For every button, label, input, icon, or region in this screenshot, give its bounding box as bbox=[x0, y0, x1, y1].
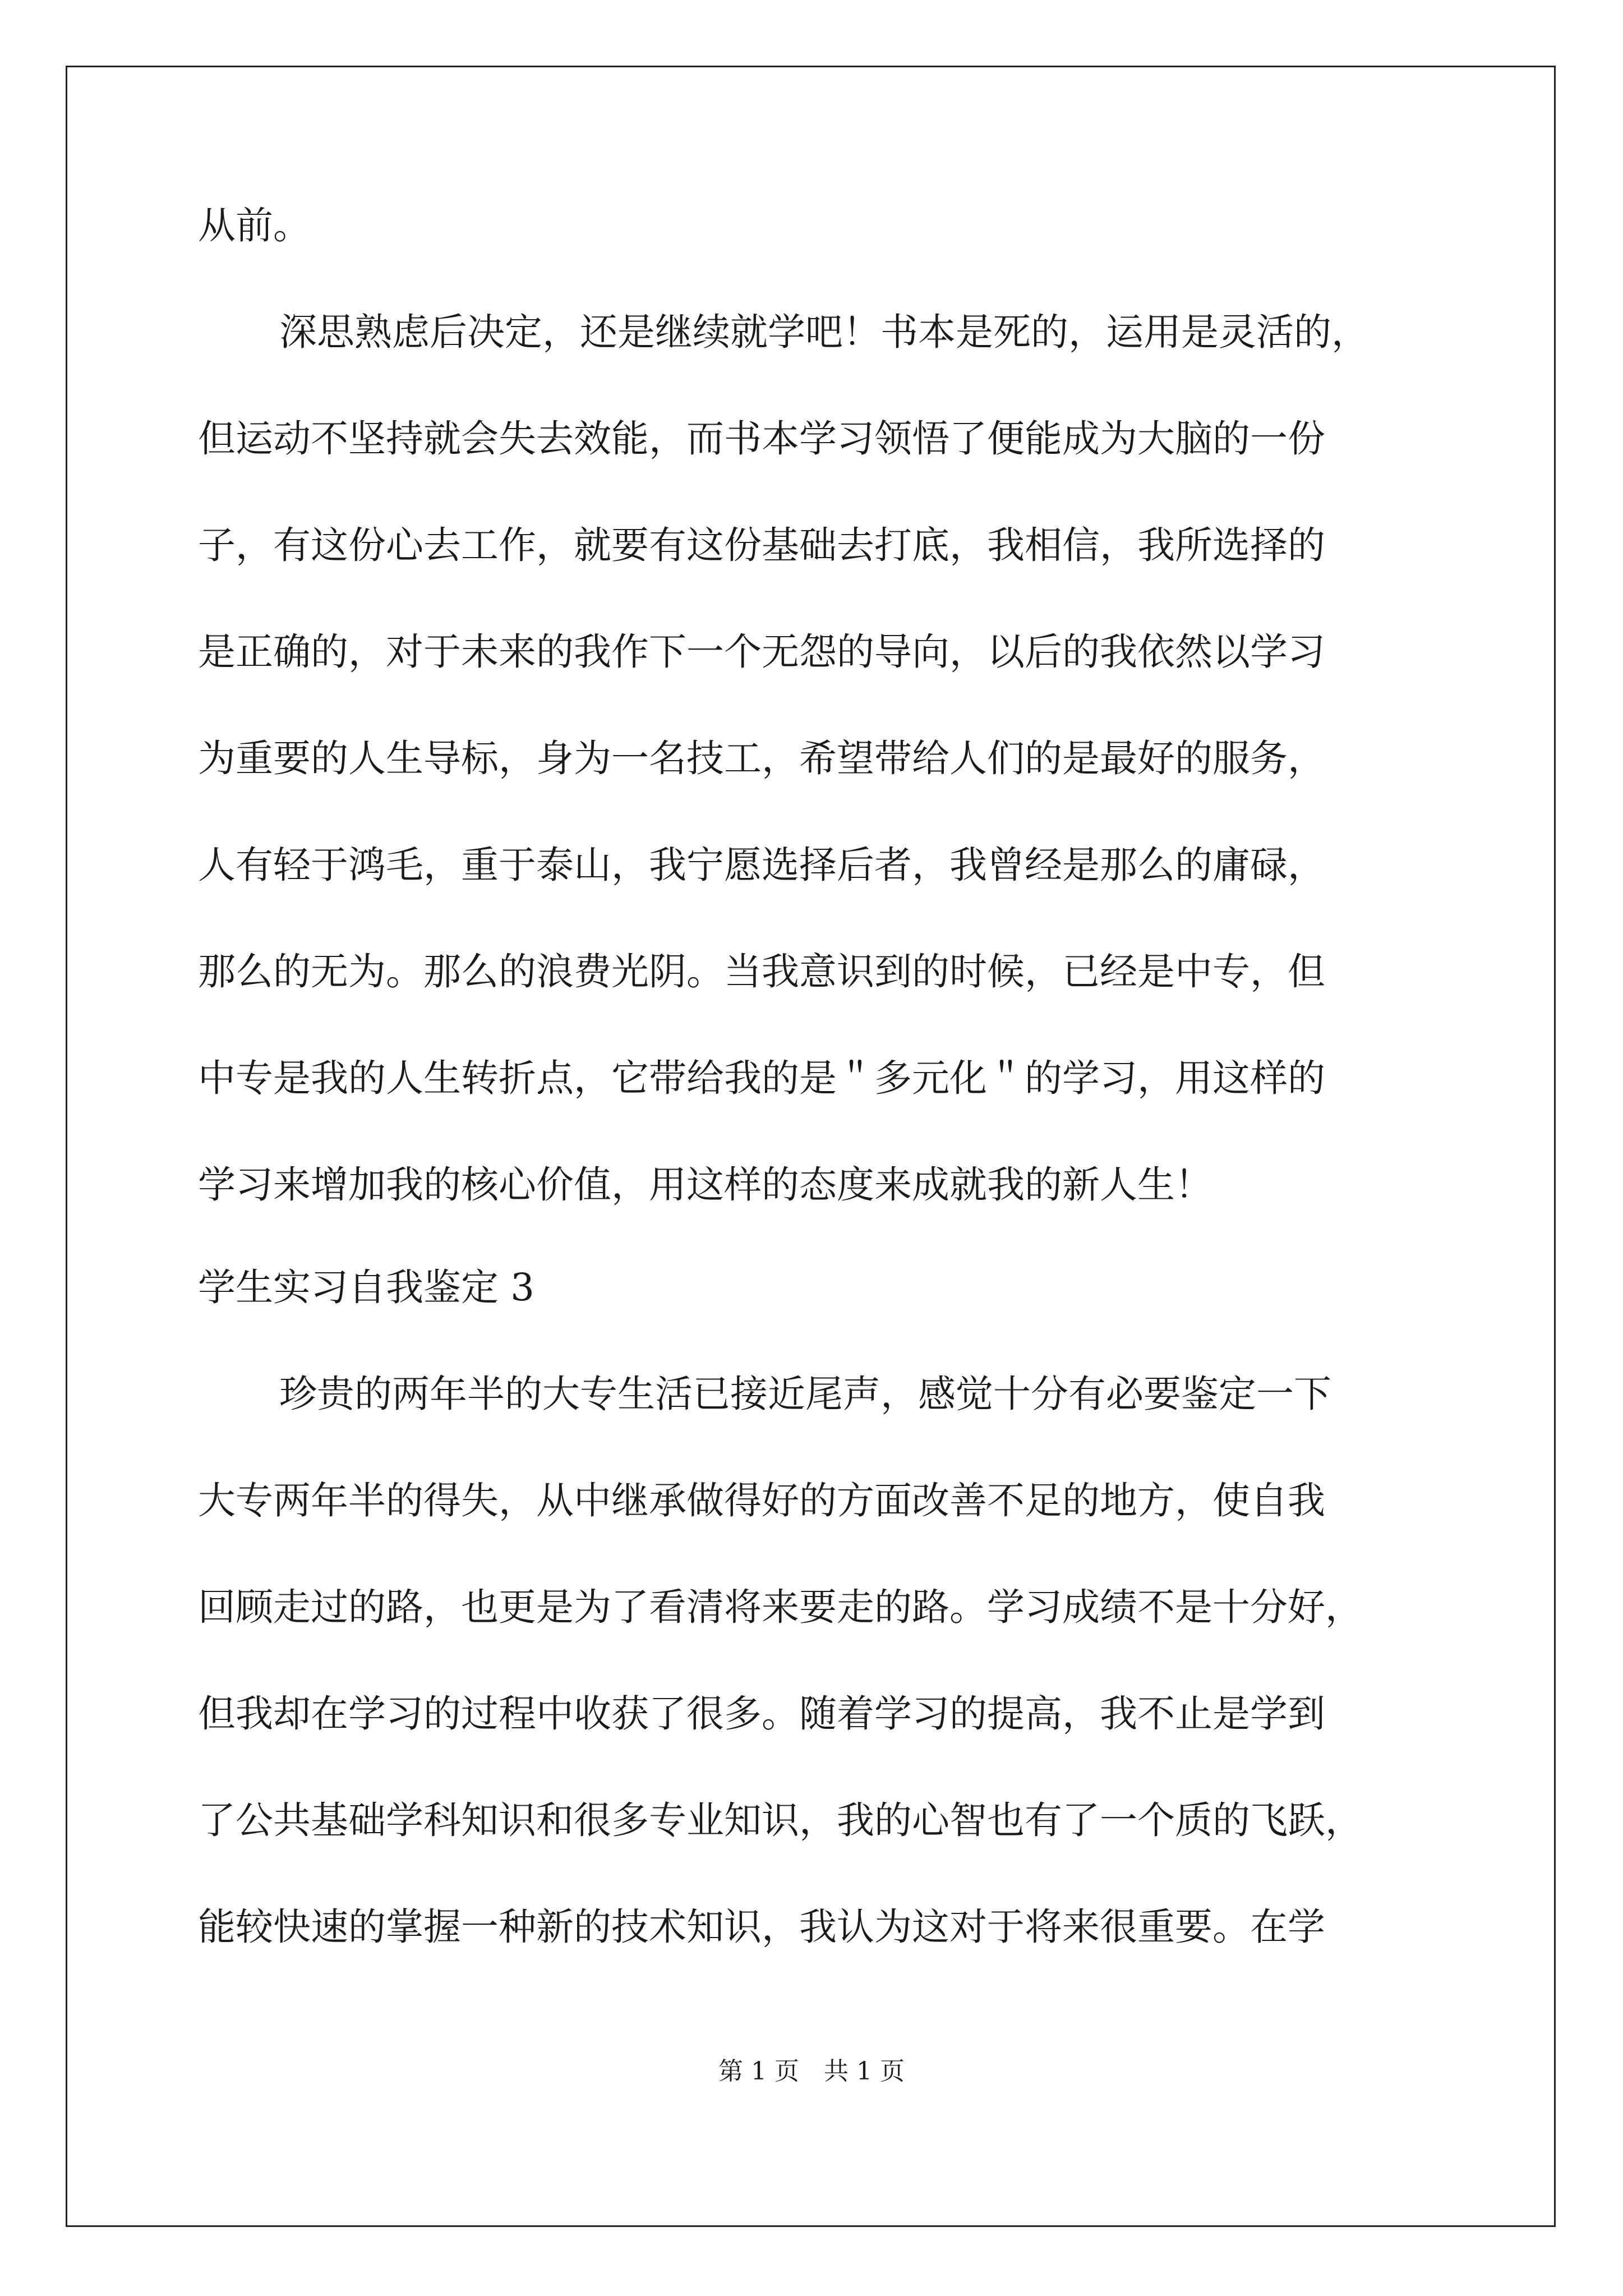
text-line: 是正确的，对于未来的我作下一个无怨的导向，以后的我依然以学习 bbox=[198, 630, 1325, 674]
text-line: 珍贵的两年半的大专生活已接近尾声，感觉十分有必要鉴定一下 bbox=[279, 1372, 1331, 1416]
text-line: 学习来增加我的核心价值，用这样的态度来成就我的新人生！ bbox=[198, 1163, 1212, 1207]
text-line: 人有轻于鸿毛，重于泰山，我宁愿选择后者，我曾经是那么的庸碌， bbox=[198, 843, 1325, 887]
text-line: 但运动不坚持就会失去效能，而书本学习领悟了便能成为大脑的一份 bbox=[198, 417, 1325, 461]
text-line: 能较快速的掌握一种新的技术知识，我认为这对于将来很重要。在学 bbox=[198, 1905, 1325, 1949]
text-line: 子，有这份心去工作，就要有这份基础去打底，我相信，我所选择的 bbox=[198, 523, 1325, 567]
text-line: 那么的无为。那么的浪费光阴。当我意识到的时候，已经是中专，但 bbox=[198, 950, 1325, 993]
text-line: 为重要的人生导标，身为一名技工，希望带给人们的是最好的服务， bbox=[198, 737, 1325, 780]
section-heading: 学生实习自我鉴定 3 bbox=[198, 1266, 534, 1309]
text-line: 从前。 bbox=[198, 204, 311, 247]
text-line: 中专是我的人生转折点，它带给我的是＂多元化＂的学习，用这样的 bbox=[198, 1056, 1325, 1100]
text-line: 回顾走过的路，也更是为了看清将来要走的路。学习成绩不是十分好， bbox=[198, 1585, 1363, 1629]
text-line: 深思熟虑后决定，还是继续就学吧！书本是死的，运用是灵活的， bbox=[279, 310, 1369, 354]
page-number: 第 1 页 共 1 页 bbox=[718, 2057, 905, 2086]
text-line: 大专两年半的得失，从中继承做得好的方面改善不足的地方，使自我 bbox=[198, 1479, 1325, 1522]
text-line: 但我却在学习的过程中收获了很多。随着学习的提高，我不止是学到 bbox=[198, 1692, 1325, 1736]
text-line: 了公共基础学科知识和很多专业知识，我的心智也有了一个质的飞跃， bbox=[198, 1798, 1363, 1842]
